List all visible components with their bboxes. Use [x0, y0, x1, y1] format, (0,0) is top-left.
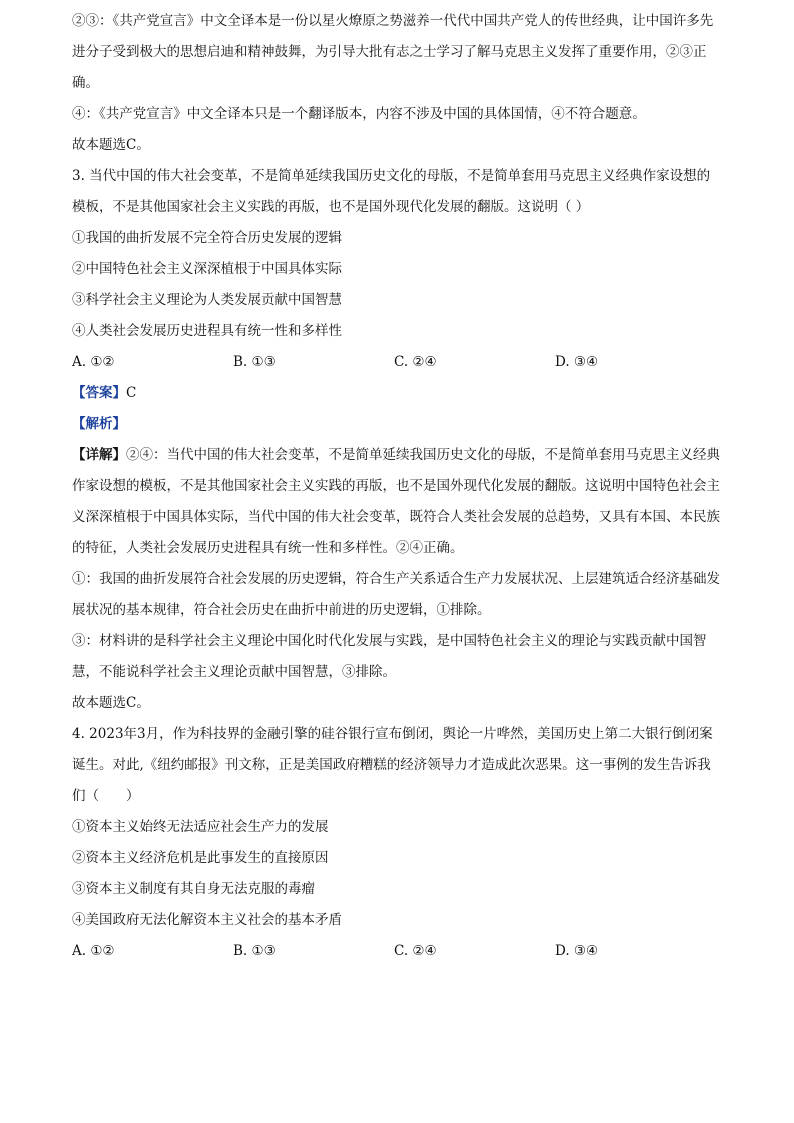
- question-3-option-d: D. ③④: [555, 354, 599, 370]
- detail-paragraph: [72, 440, 722, 564]
- question-3-item-2: ②中国特色社会主义深深植根于中国具体实际: [72, 261, 342, 277]
- question-3-conclusion: 故本题选C。: [72, 695, 150, 711]
- analysis-line: [72, 409, 722, 440]
- detail-tag: 【详解】: [72, 447, 126, 463]
- question-4-option-a: A. ①②: [72, 943, 115, 959]
- question-3-option-b: B. ①③: [233, 354, 276, 370]
- question-4-option-c: C. ②④: [394, 943, 437, 959]
- question-4-item-4: ④美国政府无法化解资本主义社会的基本矛盾: [72, 912, 342, 928]
- explanation-1: ①：我国的曲折发展符合社会发展的历史逻辑，符合生产关系适合生产力发展状况、上层建筑适合经济基础发展状况的基本规律，符合社会历史在曲折中前进的历史逻辑，①排除。: [72, 571, 720, 618]
- question-3-stem: 3. 当代中国的伟大社会变革，不是简单延续我国历史文化的母版，不是简单套用马克思主义经典作家设想的模板，不是其他国家社会主义实践的再版，也不是国外现代化发展的翻版。这说明（ ）: [72, 168, 711, 215]
- question-4-item-3: ③资本主义制度有其自身无法克服的毒瘤: [72, 881, 315, 897]
- question-3-item-3: ③科学社会主义理论为人类发展贡献中国智慧: [72, 292, 342, 308]
- detail-text: ②④：当代中国的伟大社会变革，不是简单延续我国历史文化的母版，不是简单套用马克思主义经典作家设想的模板，不是其他国家社会主义实践的再版，也不是国外现代化发展的翻版。这说明中国特色社会主义深深植根于中国具体实际，当代中国的伟大社会变革，既符合人类社会发展的总趋势，又具有本国、本民族的特征，人类社会发展历史进程具有统一性和多样性。②④正确。: [72, 447, 720, 556]
- question-4-item-1: ①资本主义始终无法适应社会生产力的发展: [72, 819, 329, 835]
- question-3-item-4: ④人类社会发展历史进程具有统一性和多样性: [72, 323, 342, 339]
- analysis-tag: 【解析】: [72, 416, 126, 432]
- question-4-stem: 4. 2023年3月，作为科技界的金融引擎的硅谷银行宣布倒闭，舆论一片哗然，美国历史上第二大银行倒闭案诞生。对此,《纽约邮报》刊文称，正是美国政府糟糕的经济领导力才造成此次恶果。这一事例的发生告诉我们（ ）: [72, 726, 713, 804]
- answer-value: C: [126, 385, 137, 401]
- explanation-3: ③：材料讲的是科学社会主义理论中国化时代化发展与实践，是中国特色社会主义的理论与实践贡献中国智慧，不能说科学社会主义理论贡献中国智慧，③排除。: [72, 633, 707, 680]
- prev-conclusion: 故本题选C。: [72, 137, 150, 153]
- question-3-options: [72, 347, 722, 378]
- question-3-option-a: A. ①②: [72, 354, 115, 370]
- question-3-item-1: ①我国的曲折发展不完全符合历史发展的逻辑: [72, 230, 342, 246]
- question-3-option-c: C. ②④: [394, 354, 437, 370]
- question-4-item-2: ②资本主义经济危机是此事发生的直接原因: [72, 850, 329, 866]
- question-4-options: [72, 936, 722, 967]
- prev-explanation-23: ②③：《共产党宣言》中文全译本是一份以星火燎原之势滋养一代代中国共产党人的传世经典，让中国许多先进分子受到极大的思想启迪和精神鼓舞，为引导大批有志之士学习了解马克思主义发挥了重要作用，②③正确。: [72, 13, 714, 91]
- prev-explanation-4: ④：《共产党宣言》中文全译本只是一个翻译版本，内容不涉及中国的具体国情，④不符合题意。: [72, 106, 646, 122]
- question-4-option-d: D. ③④: [555, 943, 599, 959]
- answer-line: [72, 378, 722, 409]
- answer-tag: 【答案】: [72, 385, 126, 401]
- question-4-option-b: B. ①③: [233, 943, 276, 959]
